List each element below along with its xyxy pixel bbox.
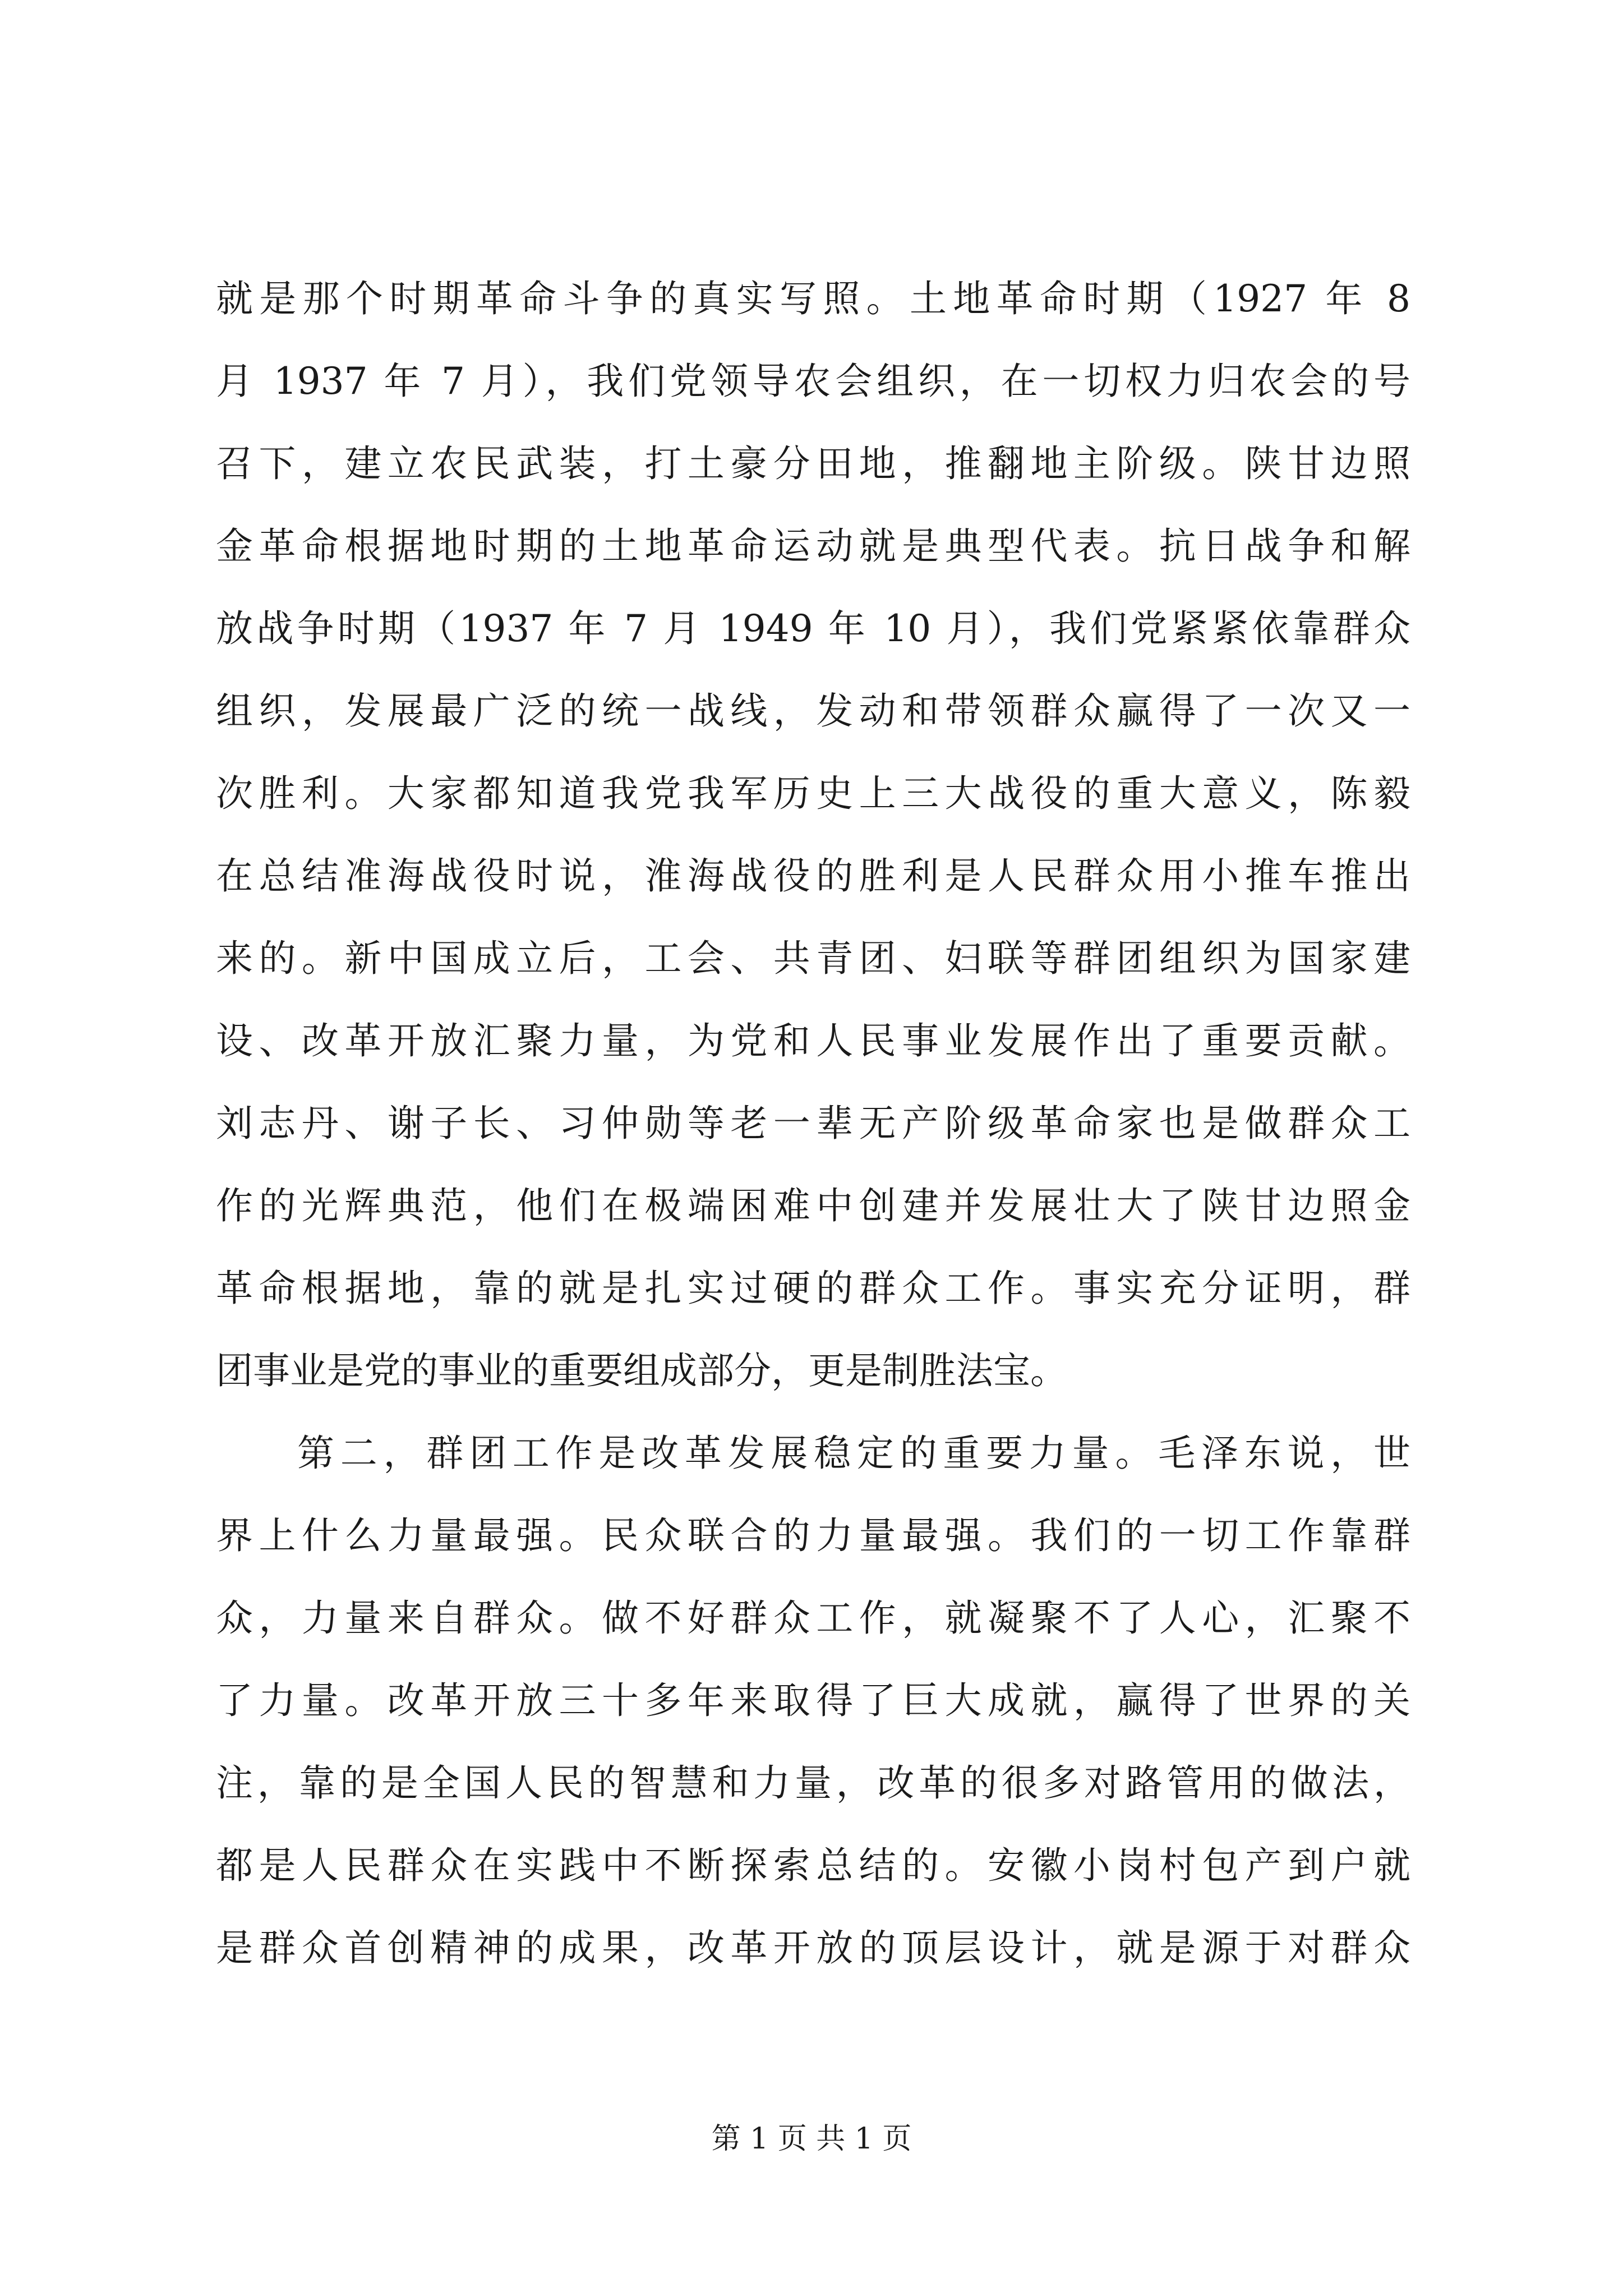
text-line: 了力量。改革开放三十多年来取得了巨大成就，赢得了世界的关	[216, 1679, 1410, 1722]
paragraph-end-line: 团事业是党的事业的重要组成部分，更是制胜法宝。	[216, 1349, 1067, 1392]
text-line: 作的光辉典范，他们在极端困难中创建并发展壮大了陕甘边照金	[216, 1184, 1410, 1227]
text-line: 刘志丹、谢子长、习仲勋等老一辈无产阶级革命家也是做群众工	[216, 1102, 1410, 1145]
text-line: 金革命根据地时期的土地革命运动就是典型代表。抗日战争和解	[216, 524, 1410, 568]
text-line: 来的。新中国成立后，工会、共青团、妇联等群团组织为国家建	[216, 937, 1410, 980]
text-line: 次胜利。大家都知道我党我军历史上三大战役的重大意义，陈毅	[216, 772, 1410, 815]
page-footer: 第 1 页 共 1 页	[711, 2122, 912, 2156]
text-line: 月 1937 年 7 月），我们党领导农会组织，在一切权力归农会的号	[216, 360, 1410, 403]
text-line: 革命根据地，靠的就是扎实过硬的群众工作。事实充分证明，群	[216, 1267, 1410, 1310]
paragraph-start-line: 第二，群团工作是改革发展稳定的重要力量。毛泽东说，世	[297, 1432, 1410, 1475]
text-line: 就是那个时期革命斗争的真实写照。土地革命时期（1927 年 8	[216, 277, 1410, 320]
text-line: 组织，发展最广泛的统一战线，发动和带领群众赢得了一次又一	[216, 689, 1410, 733]
text-line: 在总结准海战役时说，淮海战役的胜利是人民群众用小推车推出	[216, 854, 1410, 898]
body-text	[216, 275, 1410, 2007]
text-line: 注，靠的是全国人民的智慧和力量，改革的很多对路管用的做法，	[216, 1761, 1410, 1805]
text-line: 众，力量来自群众。做不好群众工作，就凝聚不了人心，汇聚不	[216, 1596, 1410, 1640]
text-line: 是群众首创精神的成果，改革开放的顶层设计，就是源于对群众	[216, 1926, 1410, 1970]
text-line: 设、改革开放汇聚力量，为党和人民事业发展作出了重要贡献。	[216, 1019, 1410, 1062]
text-line: 放战争时期（1937 年 7 月 1949 年 10 月），我们党紧紧依靠群众	[216, 607, 1410, 650]
text-line: 都是人民群众在实践中不断探索总结的。安徽小岗村包产到户就	[216, 1844, 1410, 1887]
text-line: 召下，建立农民武装，打土豪分田地，推翻地主阶级。陕甘边照	[216, 442, 1410, 485]
text-line: 界上什么力量最强。民众联合的力量最强。我们的一切工作靠群	[216, 1514, 1410, 1557]
